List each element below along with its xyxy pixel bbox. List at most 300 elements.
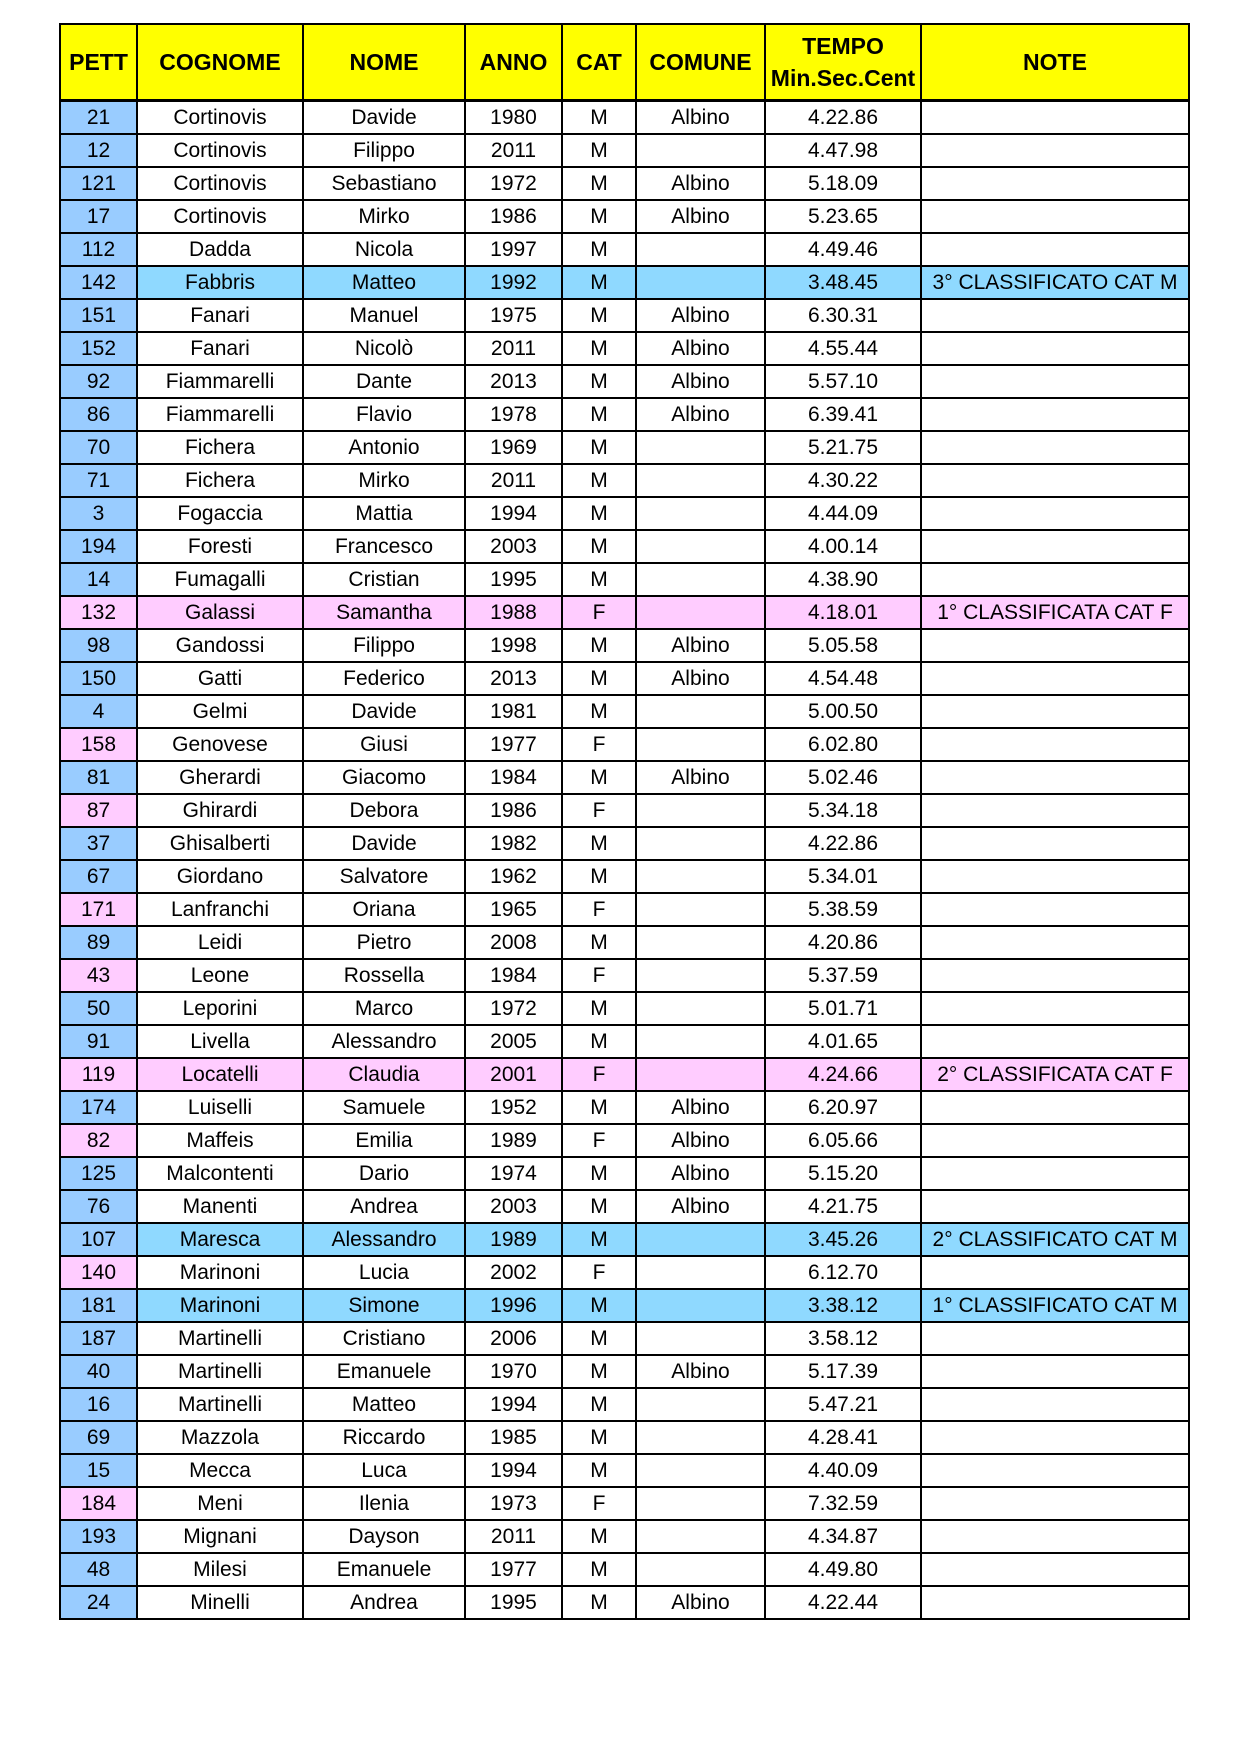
cell-comune <box>636 827 765 860</box>
cell-note <box>921 662 1189 695</box>
cell-cognome: Dadda <box>137 233 303 266</box>
cell-cognome: Milesi <box>137 1553 303 1586</box>
cell-cognome: Ghisalberti <box>137 827 303 860</box>
cell-anno: 1985 <box>465 1421 562 1454</box>
cell-anno: 1962 <box>465 860 562 893</box>
cell-tempo: 5.57.10 <box>765 365 921 398</box>
cell-cognome: Genovese <box>137 728 303 761</box>
cell-cognome: Fichera <box>137 431 303 464</box>
cell-comune: Albino <box>636 1190 765 1223</box>
cell-anno: 1994 <box>465 1454 562 1487</box>
cell-cognome: Martinelli <box>137 1322 303 1355</box>
cell-nome: Filippo <box>303 629 465 662</box>
cell-cat: M <box>562 1586 636 1619</box>
cell-nome: Mirko <box>303 464 465 497</box>
table-row <box>60 1289 1189 1322</box>
cell-cat: M <box>562 662 636 695</box>
cell-tempo: 3.45.26 <box>765 1223 921 1256</box>
cell-comune: Albino <box>636 662 765 695</box>
cell-cat: M <box>562 431 636 464</box>
cell-tempo: 4.22.44 <box>765 1586 921 1619</box>
cell-nome: Emanuele <box>303 1553 465 1586</box>
cell-comune <box>636 563 765 596</box>
cell-comune <box>636 1058 765 1091</box>
cell-pett: 107 <box>60 1223 137 1256</box>
cell-anno: 1952 <box>465 1091 562 1124</box>
cell-pett: 76 <box>60 1190 137 1223</box>
cell-anno: 1974 <box>465 1157 562 1190</box>
header-nome: NOME <box>303 24 465 101</box>
cell-nome: Mirko <box>303 200 465 233</box>
cell-note: 1° CLASSIFICATO CAT M <box>921 1289 1189 1322</box>
cell-tempo: 5.38.59 <box>765 893 921 926</box>
cell-cognome: Martinelli <box>137 1388 303 1421</box>
cell-nome: Flavio <box>303 398 465 431</box>
cell-anno: 1972 <box>465 992 562 1025</box>
cell-anno: 1989 <box>465 1124 562 1157</box>
cell-cat: M <box>562 992 636 1025</box>
cell-anno: 2003 <box>465 1190 562 1223</box>
cell-pett: 98 <box>60 629 137 662</box>
cell-note <box>921 1091 1189 1124</box>
cell-pett: 40 <box>60 1355 137 1388</box>
cell-note <box>921 101 1189 135</box>
cell-anno: 2008 <box>465 926 562 959</box>
cell-anno: 1996 <box>465 1289 562 1322</box>
cell-comune <box>636 233 765 266</box>
cell-cat: F <box>562 1124 636 1157</box>
table-row <box>60 1190 1189 1223</box>
cell-nome: Francesco <box>303 530 465 563</box>
cell-note <box>921 860 1189 893</box>
cell-nome: Dario <box>303 1157 465 1190</box>
table-row <box>60 1553 1189 1586</box>
cell-nome: Dante <box>303 365 465 398</box>
cell-cat: M <box>562 497 636 530</box>
cell-comune <box>636 1223 765 1256</box>
cell-tempo: 6.39.41 <box>765 398 921 431</box>
header-anno: ANNO <box>465 24 562 101</box>
cell-anno: 1969 <box>465 431 562 464</box>
cell-comune <box>636 926 765 959</box>
cell-note <box>921 1586 1189 1619</box>
cell-comune: Albino <box>636 1157 765 1190</box>
table-row <box>60 431 1189 464</box>
cell-tempo: 4.30.22 <box>765 464 921 497</box>
table-row <box>60 200 1189 233</box>
cell-nome: Andrea <box>303 1190 465 1223</box>
table-row <box>60 398 1189 431</box>
cell-pett: 70 <box>60 431 137 464</box>
cell-nome: Salvatore <box>303 860 465 893</box>
cell-comune: Albino <box>636 1355 765 1388</box>
table-row <box>60 728 1189 761</box>
table-row <box>60 827 1189 860</box>
cell-anno: 1970 <box>465 1355 562 1388</box>
cell-comune <box>636 530 765 563</box>
cell-note <box>921 629 1189 662</box>
table-row <box>60 959 1189 992</box>
cell-tempo: 4.54.48 <box>765 662 921 695</box>
cell-cognome: Manenti <box>137 1190 303 1223</box>
cell-anno: 1995 <box>465 563 562 596</box>
cell-nome: Simone <box>303 1289 465 1322</box>
cell-nome: Alessandro <box>303 1223 465 1256</box>
cell-note: 1° CLASSIFICATA CAT F <box>921 596 1189 629</box>
cell-pett: 48 <box>60 1553 137 1586</box>
cell-tempo: 3.58.12 <box>765 1322 921 1355</box>
cell-comune <box>636 959 765 992</box>
cell-note <box>921 926 1189 959</box>
cell-pett: 92 <box>60 365 137 398</box>
cell-cognome: Cortinovis <box>137 101 303 135</box>
cell-cognome: Cortinovis <box>137 200 303 233</box>
cell-note <box>921 1190 1189 1223</box>
cell-tempo: 6.05.66 <box>765 1124 921 1157</box>
cell-pett: 4 <box>60 695 137 728</box>
cell-cognome: Mecca <box>137 1454 303 1487</box>
cell-note <box>921 893 1189 926</box>
cell-comune <box>636 1025 765 1058</box>
cell-cat: M <box>562 1421 636 1454</box>
cell-tempo: 5.23.65 <box>765 200 921 233</box>
cell-note <box>921 563 1189 596</box>
cell-cat: M <box>562 1355 636 1388</box>
cell-note <box>921 398 1189 431</box>
cell-pett: 194 <box>60 530 137 563</box>
cell-cat: M <box>562 1190 636 1223</box>
cell-nome: Emanuele <box>303 1355 465 1388</box>
cell-cognome: Fanari <box>137 299 303 332</box>
cell-pett: 112 <box>60 233 137 266</box>
cell-cognome: Malcontenti <box>137 1157 303 1190</box>
cell-cat: M <box>562 266 636 299</box>
table-row <box>60 1256 1189 1289</box>
cell-cat: M <box>562 398 636 431</box>
cell-nome: Cristiano <box>303 1322 465 1355</box>
cell-comune: Albino <box>636 1586 765 1619</box>
table-row <box>60 860 1189 893</box>
table-row <box>60 530 1189 563</box>
cell-pett: 151 <box>60 299 137 332</box>
cell-cat: M <box>562 827 636 860</box>
cell-cat: F <box>562 728 636 761</box>
table-row <box>60 1091 1189 1124</box>
cell-cat: M <box>562 563 636 596</box>
cell-nome: Pietro <box>303 926 465 959</box>
cell-anno: 1995 <box>465 1586 562 1619</box>
cell-tempo: 4.24.66 <box>765 1058 921 1091</box>
header-tempo-line2: Min.Sec.Cent <box>770 65 916 91</box>
cell-cognome: Meni <box>137 1487 303 1520</box>
cell-note <box>921 1157 1189 1190</box>
cell-note: 3° CLASSIFICATO CAT M <box>921 266 1189 299</box>
cell-pett: 86 <box>60 398 137 431</box>
cell-note <box>921 332 1189 365</box>
cell-note <box>921 959 1189 992</box>
header-note: NOTE <box>921 24 1189 101</box>
cell-cat: M <box>562 1091 636 1124</box>
cell-cognome: Cortinovis <box>137 134 303 167</box>
cell-pett: 89 <box>60 926 137 959</box>
cell-tempo: 5.37.59 <box>765 959 921 992</box>
cell-tempo: 4.38.90 <box>765 563 921 596</box>
cell-cat: M <box>562 233 636 266</box>
cell-pett: 82 <box>60 1124 137 1157</box>
cell-nome: Luca <box>303 1454 465 1487</box>
cell-cognome: Giordano <box>137 860 303 893</box>
cell-tempo: 4.28.41 <box>765 1421 921 1454</box>
cell-pett: 17 <box>60 200 137 233</box>
cell-note <box>921 695 1189 728</box>
cell-cognome: Galassi <box>137 596 303 629</box>
header-cat: CAT <box>562 24 636 101</box>
cell-anno: 1981 <box>465 695 562 728</box>
cell-cognome: Gelmi <box>137 695 303 728</box>
cell-nome: Samuele <box>303 1091 465 1124</box>
cell-cognome: Gatti <box>137 662 303 695</box>
cell-tempo: 5.34.18 <box>765 794 921 827</box>
cell-note <box>921 497 1189 530</box>
cell-comune: Albino <box>636 200 765 233</box>
table-row <box>60 101 1189 135</box>
cell-anno: 1986 <box>465 794 562 827</box>
table-row <box>60 563 1189 596</box>
cell-cognome: Fanari <box>137 332 303 365</box>
header-comune: COMUNE <box>636 24 765 101</box>
cell-tempo: 5.05.58 <box>765 629 921 662</box>
cell-comune <box>636 728 765 761</box>
cell-pett: 12 <box>60 134 137 167</box>
cell-tempo: 4.20.86 <box>765 926 921 959</box>
results-body <box>60 101 1189 1620</box>
cell-comune <box>636 1322 765 1355</box>
cell-pett: 184 <box>60 1487 137 1520</box>
cell-nome: Matteo <box>303 1388 465 1421</box>
table-row <box>60 365 1189 398</box>
cell-anno: 2005 <box>465 1025 562 1058</box>
cell-anno: 2011 <box>465 332 562 365</box>
cell-anno: 2002 <box>465 1256 562 1289</box>
cell-comune: Albino <box>636 761 765 794</box>
cell-pett: 187 <box>60 1322 137 1355</box>
cell-cat: M <box>562 1025 636 1058</box>
header-tempo <box>765 24 921 101</box>
cell-tempo: 5.15.20 <box>765 1157 921 1190</box>
table-row <box>60 332 1189 365</box>
cell-pett: 171 <box>60 893 137 926</box>
cell-anno: 1984 <box>465 761 562 794</box>
cell-nome: Sebastiano <box>303 167 465 200</box>
cell-cognome: Luiselli <box>137 1091 303 1124</box>
cell-tempo: 6.20.97 <box>765 1091 921 1124</box>
cell-note <box>921 1520 1189 1553</box>
cell-note <box>921 1421 1189 1454</box>
cell-cognome: Foresti <box>137 530 303 563</box>
cell-nome: Mattia <box>303 497 465 530</box>
results-table <box>59 23 1190 1620</box>
cell-note <box>921 728 1189 761</box>
cell-comune <box>636 464 765 497</box>
cell-nome: Ilenia <box>303 1487 465 1520</box>
header-pett: PETT <box>60 24 137 101</box>
cell-tempo: 5.02.46 <box>765 761 921 794</box>
cell-comune <box>636 1520 765 1553</box>
cell-cognome: Fumagalli <box>137 563 303 596</box>
cell-tempo: 4.55.44 <box>765 332 921 365</box>
cell-pett: 142 <box>60 266 137 299</box>
cell-nome: Davide <box>303 101 465 135</box>
cell-anno: 2001 <box>465 1058 562 1091</box>
cell-pett: 67 <box>60 860 137 893</box>
cell-tempo: 7.32.59 <box>765 1487 921 1520</box>
cell-pett: 37 <box>60 827 137 860</box>
table-row <box>60 794 1189 827</box>
cell-pett: 16 <box>60 1388 137 1421</box>
cell-note <box>921 992 1189 1025</box>
cell-cat: M <box>562 695 636 728</box>
cell-pett: 152 <box>60 332 137 365</box>
cell-nome: Nicolò <box>303 332 465 365</box>
cell-cognome: Maffeis <box>137 1124 303 1157</box>
table-row <box>60 1520 1189 1553</box>
cell-nome: Dayson <box>303 1520 465 1553</box>
cell-note <box>921 1487 1189 1520</box>
cell-tempo: 5.17.39 <box>765 1355 921 1388</box>
cell-pett: 15 <box>60 1454 137 1487</box>
cell-anno: 2011 <box>465 134 562 167</box>
cell-cat: M <box>562 1157 636 1190</box>
cell-anno: 1989 <box>465 1223 562 1256</box>
cell-tempo: 5.18.09 <box>765 167 921 200</box>
table-row <box>60 1454 1189 1487</box>
cell-note <box>921 1124 1189 1157</box>
cell-tempo: 4.40.09 <box>765 1454 921 1487</box>
cell-nome: Oriana <box>303 893 465 926</box>
cell-anno: 2003 <box>465 530 562 563</box>
cell-comune: Albino <box>636 332 765 365</box>
cell-anno: 1988 <box>465 596 562 629</box>
cell-note <box>921 365 1189 398</box>
cell-comune <box>636 992 765 1025</box>
cell-note <box>921 1025 1189 1058</box>
cell-pett: 50 <box>60 992 137 1025</box>
cell-anno: 1975 <box>465 299 562 332</box>
cell-nome: Manuel <box>303 299 465 332</box>
cell-pett: 71 <box>60 464 137 497</box>
cell-cognome: Livella <box>137 1025 303 1058</box>
cell-cat: M <box>562 167 636 200</box>
cell-cognome: Marinoni <box>137 1289 303 1322</box>
cell-nome: Claudia <box>303 1058 465 1091</box>
table-row <box>60 1487 1189 1520</box>
cell-pett: 119 <box>60 1058 137 1091</box>
cell-cognome: Leporini <box>137 992 303 1025</box>
cell-tempo: 6.02.80 <box>765 728 921 761</box>
table-row <box>60 695 1189 728</box>
cell-pett: 14 <box>60 563 137 596</box>
cell-nome: Samantha <box>303 596 465 629</box>
cell-cat: M <box>562 761 636 794</box>
cell-comune: Albino <box>636 365 765 398</box>
cell-cat: M <box>562 464 636 497</box>
cell-pett: 91 <box>60 1025 137 1058</box>
cell-comune: Albino <box>636 167 765 200</box>
cell-tempo: 5.01.71 <box>765 992 921 1025</box>
cell-cognome: Maresca <box>137 1223 303 1256</box>
cell-cat: M <box>562 1223 636 1256</box>
cell-anno: 1973 <box>465 1487 562 1520</box>
cell-anno: 1978 <box>465 398 562 431</box>
cell-anno: 1994 <box>465 1388 562 1421</box>
cell-note <box>921 167 1189 200</box>
cell-cat: M <box>562 134 636 167</box>
cell-comune: Albino <box>636 101 765 135</box>
cell-tempo: 6.30.31 <box>765 299 921 332</box>
cell-comune <box>636 1289 765 1322</box>
cell-cognome: Gandossi <box>137 629 303 662</box>
table-row <box>60 662 1189 695</box>
table-row <box>60 299 1189 332</box>
cell-anno: 1982 <box>465 827 562 860</box>
cell-cat: F <box>562 596 636 629</box>
cell-cat: F <box>562 794 636 827</box>
cell-anno: 1977 <box>465 728 562 761</box>
cell-cognome: Ghirardi <box>137 794 303 827</box>
cell-cognome: Mazzola <box>137 1421 303 1454</box>
cell-cat: F <box>562 1487 636 1520</box>
table-row <box>60 596 1189 629</box>
cell-pett: 181 <box>60 1289 137 1322</box>
cell-cat: F <box>562 893 636 926</box>
cell-tempo: 5.21.75 <box>765 431 921 464</box>
cell-pett: 150 <box>60 662 137 695</box>
cell-note <box>921 530 1189 563</box>
cell-nome: Marco <box>303 992 465 1025</box>
cell-nome: Andrea <box>303 1586 465 1619</box>
cell-note <box>921 1388 1189 1421</box>
cell-nome: Riccardo <box>303 1421 465 1454</box>
cell-cat: M <box>562 1388 636 1421</box>
cell-anno: 1977 <box>465 1553 562 1586</box>
cell-anno: 1965 <box>465 893 562 926</box>
cell-cognome: Gherardi <box>137 761 303 794</box>
header-tempo-line1: TEMPO <box>802 33 884 59</box>
cell-note <box>921 134 1189 167</box>
cell-pett: 81 <box>60 761 137 794</box>
cell-anno: 2006 <box>465 1322 562 1355</box>
cell-comune <box>636 893 765 926</box>
cell-note <box>921 827 1189 860</box>
cell-pett: 193 <box>60 1520 137 1553</box>
cell-tempo: 5.34.01 <box>765 860 921 893</box>
cell-note <box>921 761 1189 794</box>
cell-tempo: 4.21.75 <box>765 1190 921 1223</box>
cell-tempo: 4.34.87 <box>765 1520 921 1553</box>
cell-anno: 1997 <box>465 233 562 266</box>
cell-pett: 3 <box>60 497 137 530</box>
cell-tempo: 4.22.86 <box>765 101 921 135</box>
cell-tempo: 4.22.86 <box>765 827 921 860</box>
cell-cat: M <box>562 332 636 365</box>
cell-anno: 1992 <box>465 266 562 299</box>
cell-anno: 2013 <box>465 365 562 398</box>
cell-cat: F <box>562 1256 636 1289</box>
cell-anno: 2011 <box>465 464 562 497</box>
cell-nome: Alessandro <box>303 1025 465 1058</box>
header-row <box>60 24 1189 101</box>
cell-comune <box>636 794 765 827</box>
